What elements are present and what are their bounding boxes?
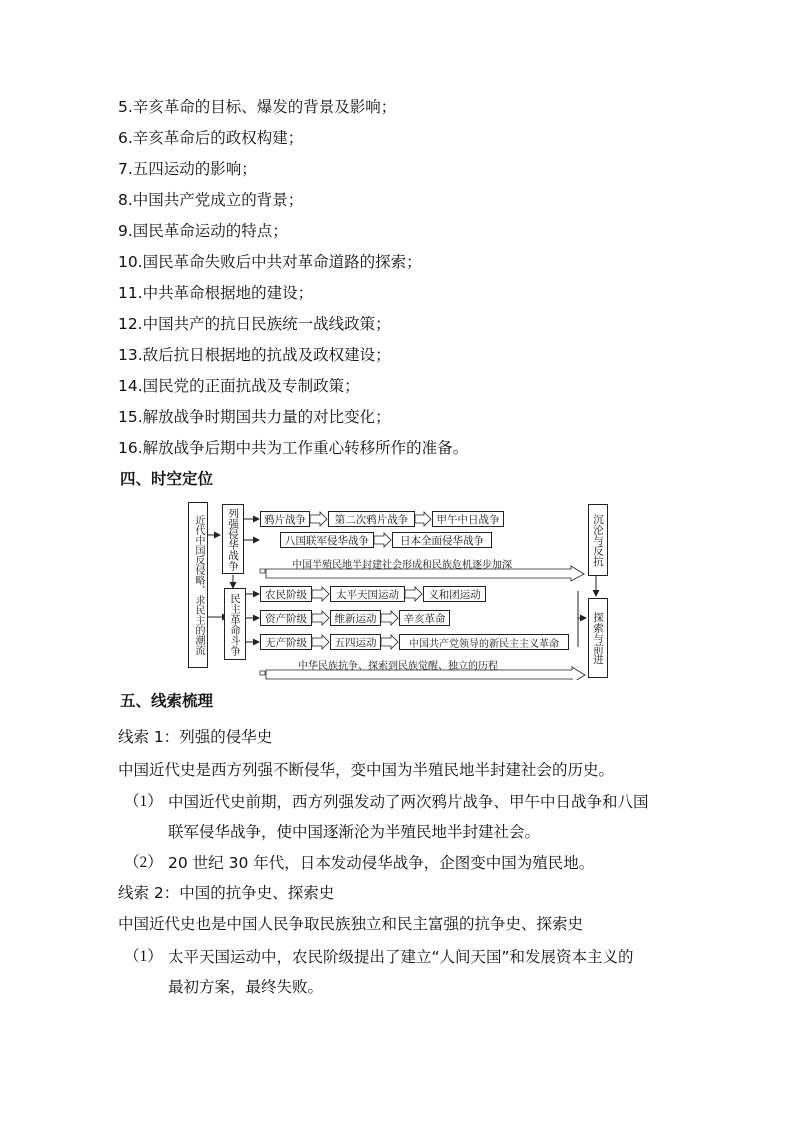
clue-2-item-1-line-2: 最初方案，最终失败。	[168, 978, 324, 996]
list-item-11: 11.中共革命根据地的建设；	[118, 284, 314, 302]
section-5-heading: 五、线索梳理	[120, 691, 214, 710]
clue-2-item-1-num: （1）	[124, 948, 163, 965]
list-item-9: 9.国民革命运动的特点；	[118, 222, 288, 240]
list-item-8: 8.中国共产党成立的背景；	[118, 191, 304, 209]
diagram-right-bottom: 探索与前进	[588, 598, 608, 678]
clue-1-item-2-num: （2）	[124, 854, 163, 871]
clue-1-title: 线索 1：列强的侵华史	[118, 728, 273, 746]
list-item-5: 5.辛亥革命的目标、爆发的背景及影响；	[118, 98, 397, 116]
clue-2-title: 线索 2：中国的抗争史、探索史	[118, 884, 335, 902]
diagram-right-top: 沉沦与反抗	[588, 504, 608, 576]
section-4-heading: 四、时空定位	[120, 469, 214, 488]
war-opium: 鸦片战争	[260, 511, 310, 527]
clue-1-item-1-line-2: 联军侵华战争，使中国逐渐沦为半殖民地半封建社会。	[168, 823, 541, 841]
class-proletariat: 无产阶级	[260, 634, 312, 650]
list-item-6: 6.辛亥革命后的政权构建；	[118, 129, 304, 147]
diagram-left-title: 近代中国反侵略、求民主的潮流	[188, 502, 208, 668]
movement-may-fourth: 五四运动	[330, 634, 381, 650]
clue-2-intro: 中国近代史也是中国人民争取民族独立和民主富强的抗争史、探索史	[118, 915, 584, 933]
diagram-revolution: 民主革命斗争	[224, 588, 246, 660]
movement-xinhai: 辛亥革命	[399, 610, 450, 626]
list-item-15: 15.解放战争时期国共力量的对比变化；	[118, 408, 391, 426]
war-second-opium: 第二次鸦片战争	[328, 511, 415, 527]
list-item-13: 13.敌后抗日根据地的抗战及政权建设；	[118, 346, 391, 364]
diagram-invasion: 列强侵华战争	[222, 504, 244, 574]
class-bourgeois: 资产阶级	[260, 610, 312, 626]
movement-taiping: 太平天国运动	[330, 586, 405, 602]
movement-boxer: 义和团运动	[423, 586, 486, 602]
movement-reform: 维新运动	[330, 610, 381, 626]
list-item-12: 12.中国共产的抗日民族统一战线政策；	[118, 315, 391, 333]
band-2-label: 中华民族抗争、探索到民族觉醒、独立的历程	[298, 661, 498, 672]
war-sino-japanese: 甲午中日战争	[432, 511, 504, 527]
clue-1-intro: 中国近代史是西方列强不断侵华，变中国为半殖民地半封建社会的历史。	[118, 761, 615, 779]
band-1-label: 中国半殖民地半封建社会形成和民族危机逐步加深	[292, 560, 512, 571]
list-item-7: 7.五四运动的影响；	[118, 160, 257, 178]
clue-1-item-2-line-1: 20 世纪 30 年代，日本发动侵华战争，企图变中国为殖民地。	[168, 854, 595, 872]
list-item-10: 10.国民革命失败后中共对革命道路的探索；	[118, 253, 422, 271]
clue-1-item-1-num: （1）	[124, 793, 163, 810]
clue-1-item-1-line-1: 中国近代史前期，西方列强发动了两次鸦片战争、甲午中日战争和八国	[168, 793, 649, 811]
war-japan-invasion: 日本全面侵华战争	[392, 532, 492, 548]
war-eight-nation: 八国联军侵华战争	[280, 532, 374, 548]
list-item-16: 16.解放战争后期中共为工作重心转移所作的准备。	[118, 439, 469, 457]
clue-2-item-1-line-1: 太平天国运动中，农民阶级提出了建立“人间天国”和发展资本主义的	[168, 948, 634, 966]
class-peasant: 农民阶级	[260, 586, 312, 602]
movement-new-democratic: 中国共产党领导的新民主主义革命	[399, 634, 569, 650]
list-item-14: 14.国民党的正面抗战及专制政策；	[118, 377, 360, 395]
timeline-diagram	[186, 500, 610, 680]
